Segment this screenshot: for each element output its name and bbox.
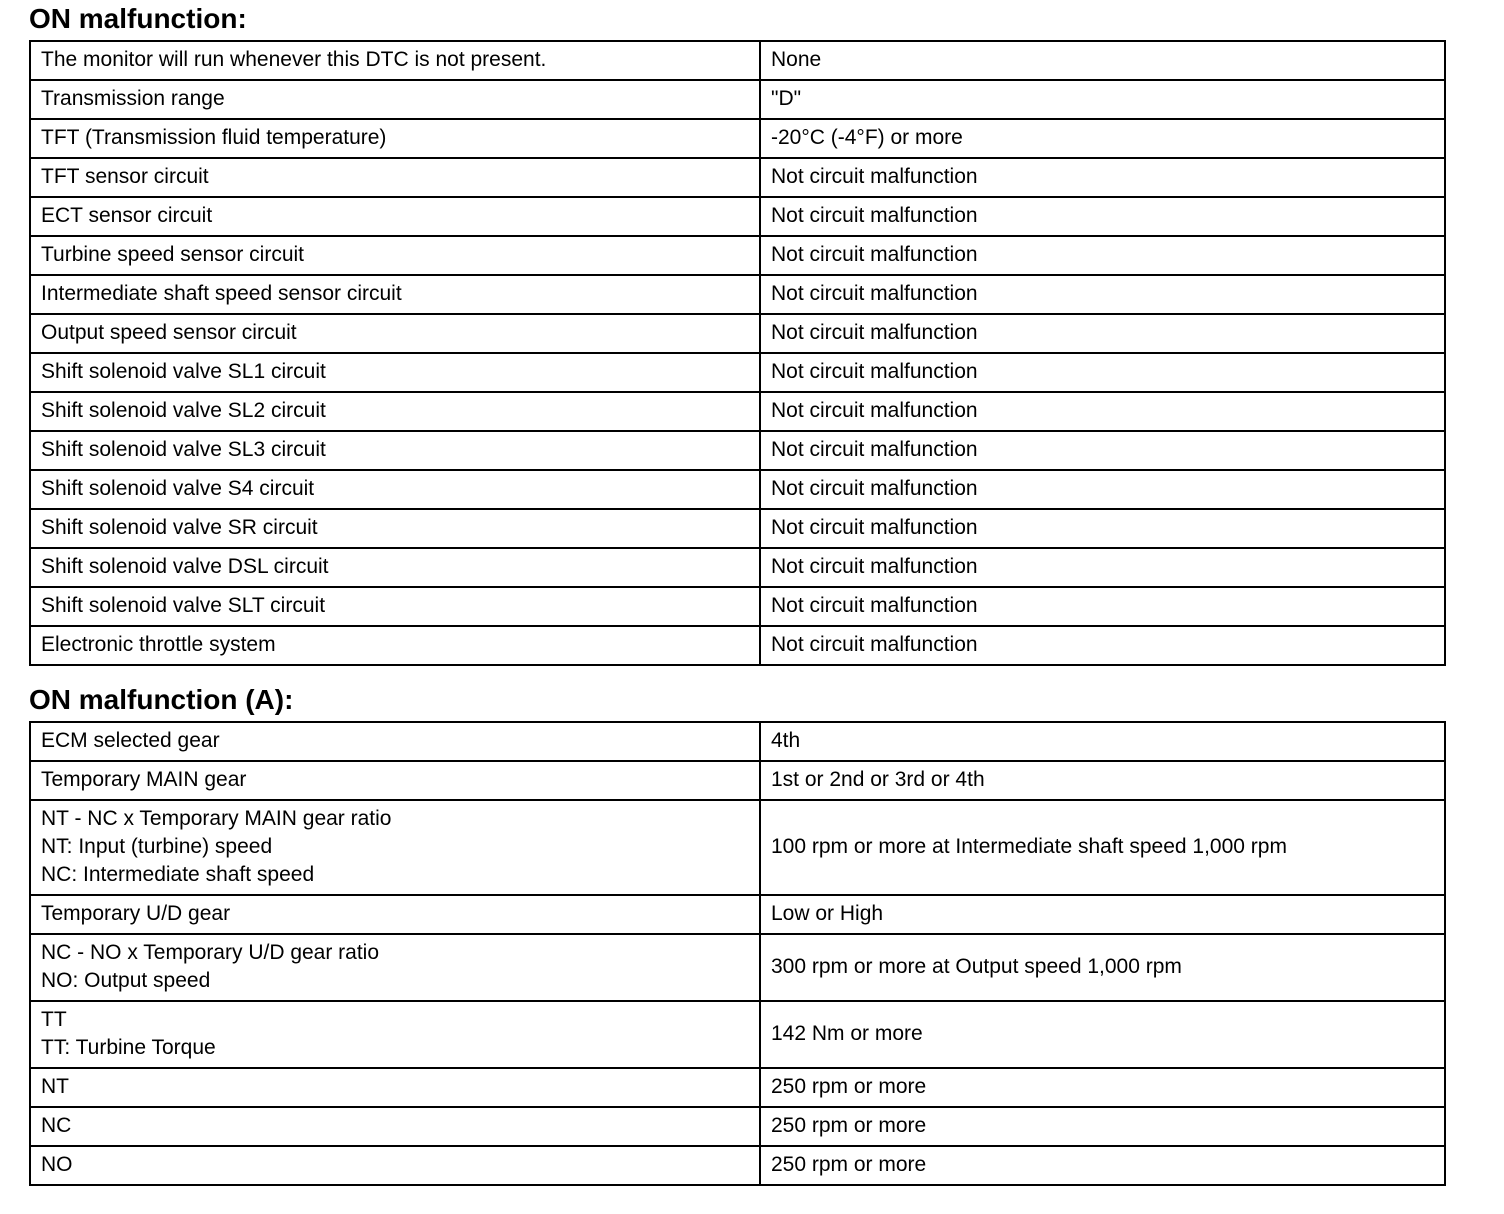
condition-value: 300 rpm or more at Output speed 1,000 rpm [760,934,1445,1001]
condition-value: Low or High [760,895,1445,934]
condition-item: Turbine speed sensor circuit [30,236,760,275]
table-row [30,626,1445,665]
condition-value: Not circuit malfunction [760,509,1445,548]
table-row [30,548,1445,587]
condition-item: Shift solenoid valve SL2 circuit [30,392,760,431]
table-row [30,895,1445,934]
condition-item: Output speed sensor circuit [30,314,760,353]
condition-value: Not circuit malfunction [760,587,1445,626]
table-row [30,934,1445,1001]
condition-item: Shift solenoid valve S4 circuit [30,470,760,509]
table-row [30,197,1445,236]
condition-value: 1st or 2nd or 3rd or 4th [760,761,1445,800]
condition-value: Not circuit malfunction [760,275,1445,314]
condition-item: Shift solenoid valve SR circuit [30,509,760,548]
condition-value: Not circuit malfunction [760,314,1445,353]
condition-item: Electronic throttle system [30,626,760,665]
table-row [30,1068,1445,1107]
table-row [30,1107,1445,1146]
condition-item: Shift solenoid valve SL3 circuit [30,431,760,470]
on-malfunction-a-table [29,721,1446,1186]
condition-item: TT TT: Turbine Torque [30,1001,760,1068]
condition-item: NC - NO x Temporary U/D gear ratio NO: Output speed [30,934,760,1001]
table-row [30,275,1445,314]
condition-value: 4th [760,722,1445,761]
condition-item: Shift solenoid valve SL1 circuit [30,353,760,392]
table-row [30,800,1445,895]
condition-value: -20°C (-4°F) or more [760,119,1445,158]
table-row [30,722,1445,761]
condition-item: Shift solenoid valve DSL circuit [30,548,760,587]
condition-item: TFT sensor circuit [30,158,760,197]
condition-value: Not circuit malfunction [760,548,1445,587]
condition-item: NT [30,1068,760,1107]
table-row [30,1146,1445,1185]
condition-value: 250 rpm or more [760,1107,1445,1146]
condition-item: Intermediate shaft speed sensor circuit [30,275,760,314]
table-row [30,236,1445,275]
condition-value: Not circuit malfunction [760,431,1445,470]
table-row [30,761,1445,800]
table-row [30,158,1445,197]
condition-value: Not circuit malfunction [760,158,1445,197]
condition-value: Not circuit malfunction [760,353,1445,392]
table-row [30,1001,1445,1068]
condition-item: NO [30,1146,760,1185]
table-row [30,80,1445,119]
condition-item: NT - NC x Temporary MAIN gear ratio NT: Input (turbine) speed NC: Intermediate shaft speed [30,800,760,895]
section-title-on-malfunction-a: ON malfunction (A): [29,684,294,715]
condition-value: "D" [760,80,1445,119]
table-row [30,314,1445,353]
condition-value: Not circuit malfunction [760,236,1445,275]
table-row [30,470,1445,509]
table-row [30,41,1445,80]
condition-item: The monitor will run whenever this DTC is not present. [30,41,760,80]
table-row [30,587,1445,626]
condition-value: Not circuit malfunction [760,197,1445,236]
section-title-on-malfunction: ON malfunction: [29,3,247,34]
table-row [30,392,1445,431]
table-row [30,509,1445,548]
condition-item: Transmission range [30,80,760,119]
condition-item: ECM selected gear [30,722,760,761]
condition-item: Shift solenoid valve SLT circuit [30,587,760,626]
condition-value: Not circuit malfunction [760,626,1445,665]
table-row [30,353,1445,392]
condition-value: Not circuit malfunction [760,392,1445,431]
condition-value: Not circuit malfunction [760,470,1445,509]
on-malfunction-table [29,40,1446,666]
condition-item: NC [30,1107,760,1146]
condition-value: None [760,41,1445,80]
condition-value: 250 rpm or more [760,1068,1445,1107]
condition-value: 100 rpm or more at Intermediate shaft speed 1,000 rpm [760,800,1445,895]
condition-item: ECT sensor circuit [30,197,760,236]
table-row [30,431,1445,470]
condition-value: 250 rpm or more [760,1146,1445,1185]
condition-value: 142 Nm or more [760,1001,1445,1068]
condition-item: TFT (Transmission fluid temperature) [30,119,760,158]
table-row [30,119,1445,158]
condition-item: Temporary U/D gear [30,895,760,934]
condition-item: Temporary MAIN gear [30,761,760,800]
